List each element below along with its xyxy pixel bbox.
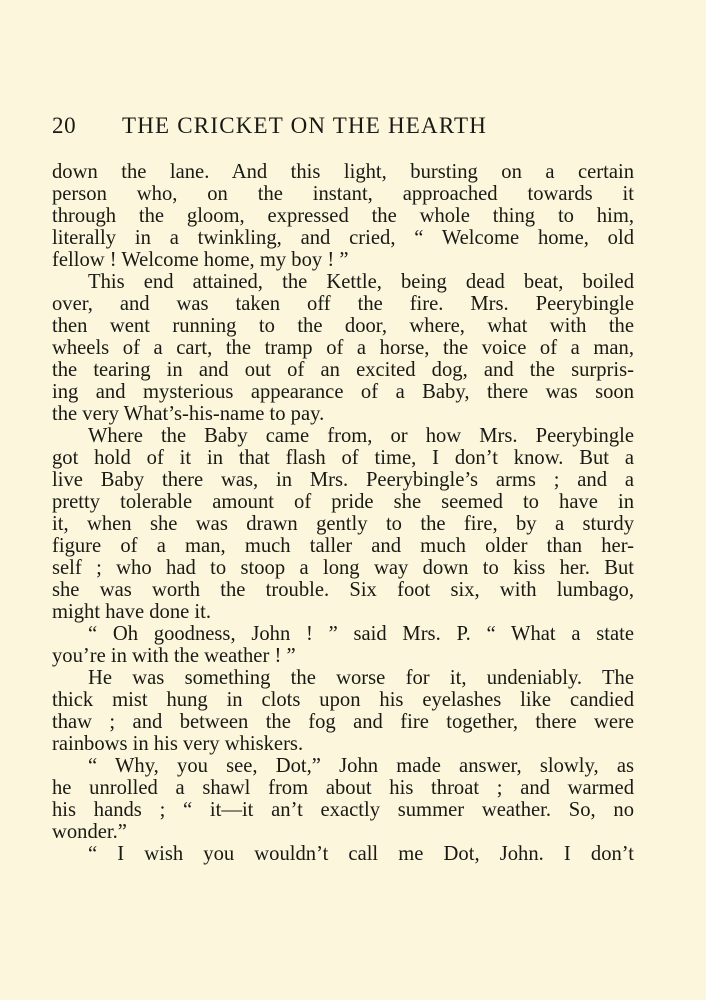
- text-line: she was worth the trouble. Six foot six, with lumbago,: [52, 579, 634, 601]
- text-line: He was something the worse for it, undeniably. The: [88, 667, 634, 689]
- book-page: [52, 0, 634, 1000]
- text-line: thick mist hung in clots upon his eyelashes like candied: [52, 689, 634, 711]
- page-header: [52, 113, 634, 145]
- running-title: THE CRICKET ON THE HEARTH: [122, 113, 488, 138]
- text-line: wonder.”: [52, 821, 127, 843]
- text-line: live Baby there was, in Mrs. Peerybingle’s arms ; and a: [52, 469, 634, 491]
- text-line: “ Oh goodness, John ! ” said Mrs. P. “ What a state: [88, 623, 634, 645]
- text-line: his hands ; “ it—it an’t exactly summer weather. So, no: [52, 799, 634, 821]
- text-line: figure of a man, much taller and much older than her-: [52, 535, 634, 557]
- text-line: it, when she was drawn gently to the fire, by a sturdy: [52, 513, 634, 535]
- text-line: then went running to the door, where, what with the: [52, 315, 634, 337]
- text-line: you’re in with the weather ! ”: [52, 645, 296, 667]
- text-line: This end attained, the Kettle, being dead beat, boiled: [88, 271, 634, 293]
- text-line: the very What’s-his-name to pay.: [52, 403, 325, 425]
- text-line: person who, on the instant, approached towards it: [52, 183, 634, 205]
- text-line: through the gloom, expressed the whole thing to him,: [52, 205, 634, 227]
- text-line: he unrolled a shawl from about his throat ; and warmed: [52, 777, 634, 799]
- text-line: might have done it.: [52, 601, 211, 623]
- text-line: fellow ! Welcome home, my boy ! ”: [52, 249, 349, 271]
- text-line: pretty tolerable amount of pride she seemed to have in: [52, 491, 634, 513]
- text-line: literally in a twinkling, and cried, “ Welcome home, old: [52, 227, 634, 249]
- body-text: [52, 161, 634, 865]
- text-line: “ I wish you wouldn’t call me Dot, John. I don’t: [88, 843, 634, 865]
- text-line: Where the Baby came from, or how Mrs. Peerybingle: [88, 425, 634, 447]
- text-line: wheels of a cart, the tramp of a horse, the voice of a man,: [52, 337, 634, 359]
- text-line: rainbows in his very whiskers.: [52, 733, 304, 755]
- text-line: got hold of it in that flash of time, I don’t know. But a: [52, 447, 634, 469]
- text-line: self ; who had to stoop a long way down to kiss her. But: [52, 557, 634, 579]
- text-line: “ Why, you see, Dot,” John made answer, slowly, as: [88, 755, 634, 777]
- text-line: thaw ; and between the fog and fire together, there were: [52, 711, 634, 733]
- text-line: the tearing in and out of an excited dog, and the surpris-: [52, 359, 634, 381]
- text-line: over, and was taken off the fire. Mrs. Peerybingle: [52, 293, 634, 315]
- text-line: ing and mysterious appearance of a Baby, there was soon: [52, 381, 634, 403]
- text-line: down the lane. And this light, bursting on a certain: [52, 161, 634, 183]
- page-number: 20: [52, 113, 77, 138]
